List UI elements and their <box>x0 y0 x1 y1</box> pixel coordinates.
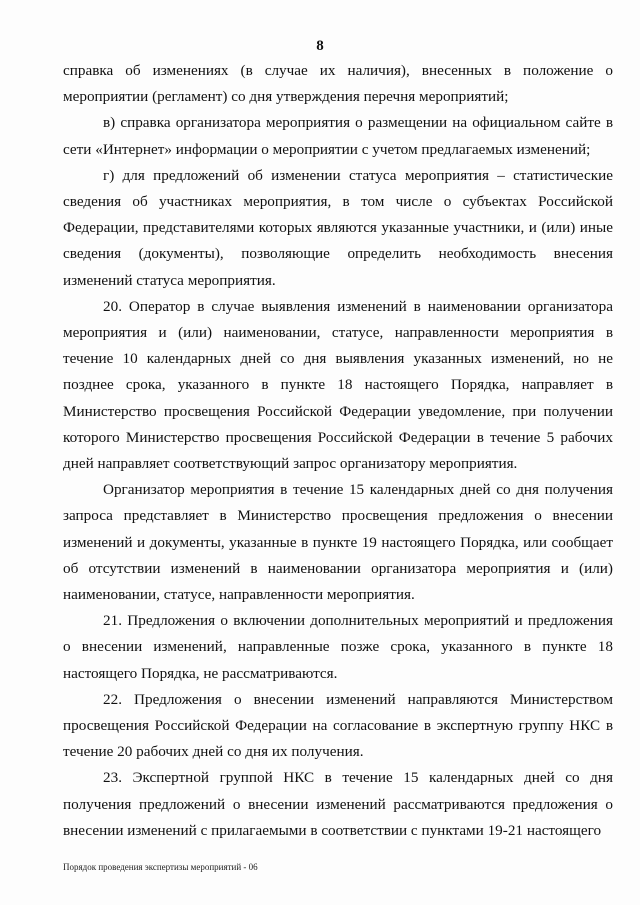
paragraph-clause-20: 20. Оператор в случае выявления изменений в наименовании организатора мероприятия и (или) наименовании, статусе, направленности мероприятия в течение 10 календарных дней со дня выявления указанных изменений, но не позднее срока, указанного в пункте 18 настоящего Порядка, направляет в Министерство просвещения Российской Федерации уведомление, при получении которого Министерство просвещения Российской Федерации в течение 5 рабочих дней направляет соответствующий запрос организатору мероприятия. <box>63 297 613 473</box>
paragraph-item-g: г) для предложений об изменении статуса мероприятия – статистические сведения об участниках мероприятия, в том числе о субъектах Российской Федерации, представителями которых являются указанные участники, и (или) иные сведения (документы), позволяющие определить необходимость внесения изменений статуса мероприятия. <box>63 166 613 289</box>
paragraph-clause-20-organizer: Организатор мероприятия в течение 15 календарных дней со дня получения запроса представляет в Министерство просвещения предложения о внесении изменений и документы, указанные в пункте 19 настоящего Порядка, или сообщает об отсутствии изменений в наименовании организатора мероприятия и (или) наименовании, статусе, направленности мероприятия. <box>63 481 613 604</box>
paragraph-clause-22: 22. Предложения о внесении изменений направляются Министерством просвещения Российской Федерации на согласование в экспертную группу НКС в течение 20 рабочих дней со дня их получения. <box>63 690 613 761</box>
paragraph-clause-21: 21. Предложения о включении дополнительных мероприятий и предложения о внесении изменений, направленные позже срока, указанного в пункте 18 настоящего Порядка, не рассматриваются. <box>63 612 613 682</box>
document-body <box>63 58 613 844</box>
paragraph-continuation: справка об изменениях (в случае их наличия), внесенных в положение о мероприятии (регламент) со дня утверждения перечня мероприятий; <box>63 62 613 106</box>
paragraph-clause-23: 23. Экспертной группой НКС в течение 15 календарных дней со дня получения предложений о внесении изменений рассматриваются предложения о внесении изменений с прилагаемыми в соответствии с пунктами 19-21 настоящего <box>63 769 613 839</box>
footer-note: Порядок проведения экспертизы мероприятий - 06 <box>63 862 258 872</box>
paragraph-item-v: в) справка организатора мероприятия о размещении на официальном сайте в сети «Интернет» информации о мероприятии с учетом предлагаемых изменений; <box>63 114 613 158</box>
page-number: 8 <box>316 38 324 54</box>
